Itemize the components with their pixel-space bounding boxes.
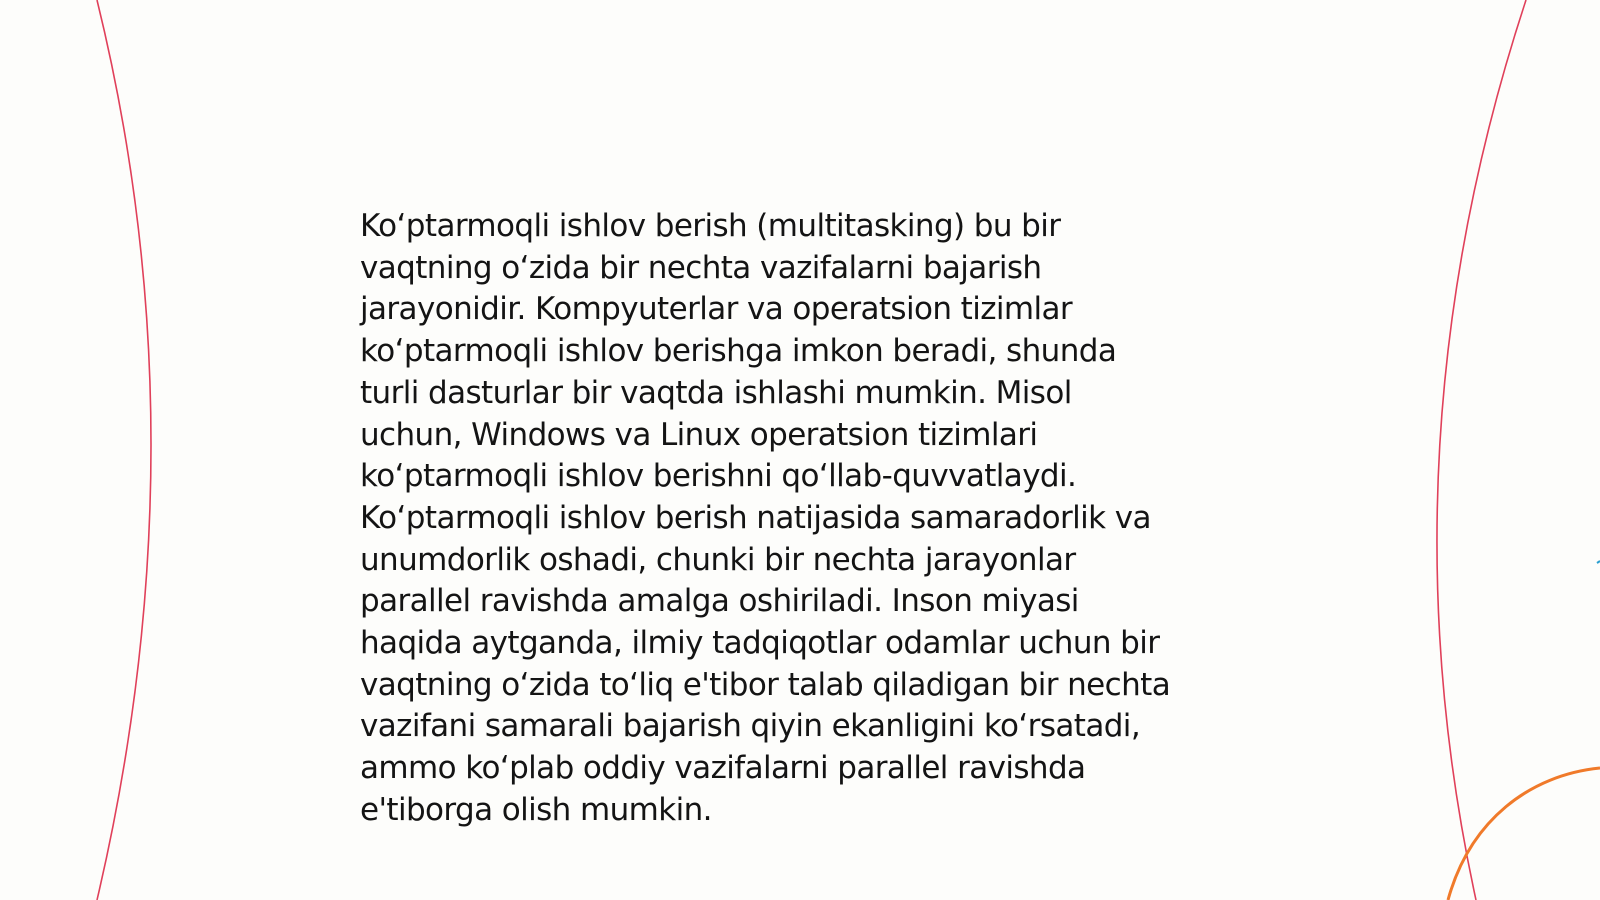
left-curve-line [97, 0, 151, 900]
right-curve-line [1437, 0, 1526, 900]
orange-arc [1448, 768, 1600, 900]
body-paragraph: Ko‘ptarmoqli ishlov berish (multitasking) bu bir vaqtning o‘zida bir nechta vazifalarni bajarish jarayonidir. Kompyuterlar va operatsion tizimlar ko‘ptarmoqli ishlov berishga imkon beradi, shunda turli dasturlar bir vaqtda ishlashi mumkin. Misol uchun, Windows va Linux operatsion tizimlari ko‘ptarmoqli ishlov berishni qo‘llab-quvvatlaydi. Ko‘ptarmoqli ishlov berish natijasida samaradorlik va unumdorlik oshadi, chunki bir nechta jarayonlar parallel ravishda amalga oshiriladi. Inson miyasi haqida aytganda, ilmiy tadqiqotlar odamlar uchun bir vaqtning o‘zida to‘liq e'tibor talab qiladigan bir nechta vazifani samarali bajarish qiyin ekanligini ko‘rsatadi, ammo ko‘plab oddiy vazifalarni parallel ravishda e'tiborga olish mumkin. [360, 208, 1171, 828]
